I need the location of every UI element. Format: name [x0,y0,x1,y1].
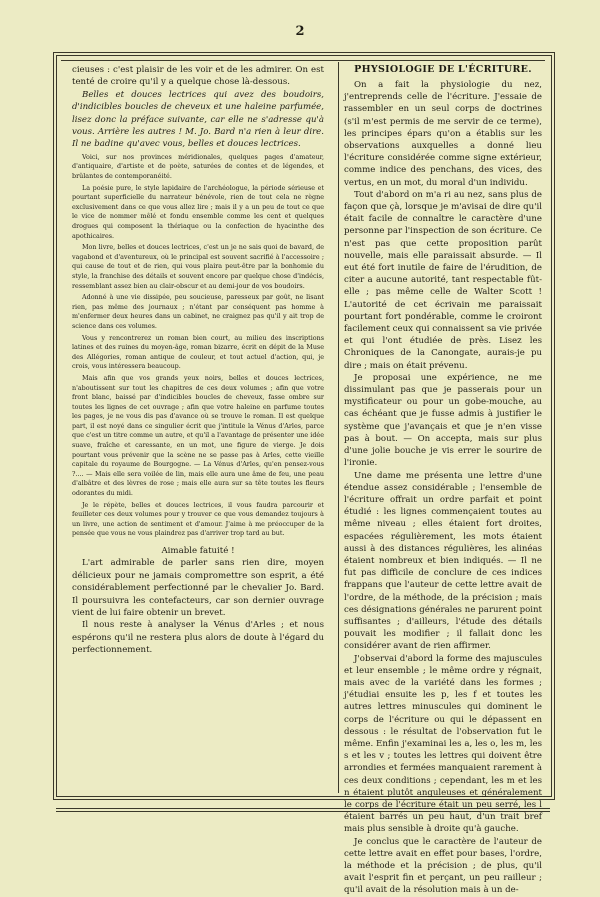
article-heading: PHYSIOLOGIE DE L'ÉCRITURE. [354,64,532,75]
preface-paragraph: Mais afin que vos grands yeux noirs, belles et douces lectrices, n'aboutissent sur tout les chapitres de ces deux volumes ; afin que votre front blanc, baissé par d'indicibles boucles de cheveux, fasse ombre sur toutes les lignes de cet ouvrage ; afin que votre haleine en parfume toutes les pages, je ne vous dis pas d'avance où se trouve le roman. Il est quelque part, il est noyé dans ce singulier écrit que j'intitule la Vénus d'Arles, parce que c'est un titre comme un autre, et qu'il a l'avantage de présenter une idée suave, fraîche et caressante, en un mot, une figure de vierge. Je dois pourtant vous prévenir que la scène ne se passe pas à Arles, cette vieille capitale du royaume de Bourgogne. — La Vénus d'Arles, qu'en pensez-vous ?.... — Mais elle sera voilée de lin, mais elle aura une âme de feu, une peau d'albâtre et des lèvres de rose ; mais elle aura sur sa tête toutes les fleurs odorantes du midi. [72,373,324,498]
bottom-rule [56,808,550,812]
preface-paragraph: Je le répète, belles et douces lectrices, il vous faudra parcourir et feuilleter ces deux volumes pour y trouver ce que vous demandez toujours à un livre, une action de sentiment et d'amour. J'aime à me préoccuper de la pensée que vous ne vous plaindrez pas d'arriver trop tard au but. [72,500,324,538]
page-number: 2 [295,24,305,39]
left-paragraph-2: Belles et douces lectrices qui avez des boudoirs, d'indicibles boucles de cheveux et une haleine parfumée, lisez donc la préface suivante, car elle ne s'adresse qu'à vous. Arrière les autres ! M. Jo. Bard n'a rien à leur dire. Il ne badine qu'avec vous, belles et douces lectrices. [72,89,324,150]
left-paragraph-1: cieuses : c'est plaisir de les voir et de les admirer. On est tenté de croire qu'il y a quelque chose là-dessous. [72,65,324,88]
preface-paragraph: Vous y rencontrerez un roman bien court, au milieu des inscriptions latines et des ruines du moyen-âge, roman bizarre, écrit en dépit de la Muse des Allégories, roman antique de couleur, et tout actuel d'action, qui, je crois, vous intéressera beaucoup. [72,333,324,371]
article-paragraph: On a fait la physiologie du nez, j'entreprends celle de l'écriture. J'essaie de rassembler en un seul corps de doctrines (s'il m'est permis de me servir de ce terme), les principes épars qu'on a établis sur les observations auxquelles a donné lieu l'écriture considérée comme signe extérieur, comme indice des penchans, des vices, des vertus, en un mot, du moral d'un individu. [344,80,542,188]
article-paragraph: J'observai d'abord la forme des majuscules et leur ensemble ; le même ordre y régnait, mais avec de la variété dans les formes ; j'étudiai ensuite les p, les f et toutes les autres lettres minuscules qui dominent le corps de l'écriture ou qui le dépassent en dessous : le résultat de l'observation fut le même. Enfin j'examinai les a, les o, les m, les s et les v ; toutes les lettres qui doivent être arrondies et fermées manquaient rarement à ces deux conditions ; cependant, les m et les n étaient plutôt anguleuses et généralement le corps de l'écriture était un peu serré, les l étaient barrés un peu haut, d'un trait bref mais plus sensible à droite qu'à gauche. [344,653,542,835]
preface-paragraph: Mon livre, belles et douces lectrices, c'est un je ne sais quoi de bavard, de vagabond et d'aventureux, où le principal est souvent sacrifié à l'accessoire ; qui cause de tout et de rien, qui vous plaira peut-être par la bonhomie du style, la franchise des détails et souvent encore par quelque chose d'indécis, ressemblant assez bien au clair-obscur et au demi-jour de vos boudoirs. [72,243,324,290]
left-column [72,64,324,657]
top-rule [61,60,545,61]
article-paragraph: Je proposai une expérience, ne me dissimulant pas que je passerais pour un mystificateur ou pour un gobe-mouche, au cas échéant que je fusse admis à justifier le système que j'avançais et que je n'en visse pas à bout. — On accepta, mais sur plus d'une jolie bouche je vis errer le sourire de l'ironie. [344,372,542,469]
preface-paragraph: La poésie pure, le style lapidaire de l'archéologue, la période sérieuse et pourtant superficielle du narrateur bénévole, rien de tout cela ne règne exclusivement dans ce que vous allez lire ; mais il y a un peu de tout ce que le vice de nommer mêlé et fondu ensemble comme les cent et quelques drogues qui composent la thériaque ou la confection de hyacinthe des apothicaires. [72,183,324,240]
article-paragraph: Je conclus que le caractère de l'auteur de cette lettre avait en effet pour bases, l'ordre, la méthode et la précision ; de plus, qu'il avait l'esprit fin et perçant, un peu railleur ; qu'il avait de la résolution mais à un de- [344,836,542,896]
left-paragraph-4: Il nous reste à analyser la Vénus d'Arles ; et nous espérons qu'il ne restera plus alors de doute à l'égard du perfectionnement. [72,620,324,656]
right-column [344,64,542,897]
article-paragraph: Tout d'abord on m'a ri au nez, sans plus de façon que çà, lorsque je m'avisai de dire qu'il était facile de connaître le caractère d'une personne par l'inspection de son écriture. Ce n'est pas que cette proposition parût nouvelle, mais elle paraissait absurde. — Il eut été fort inutile de faire de l'érudition, de citer a aucune autorité, tant respectable fût-elle ; pas même celle de Walter Scott ! L'autorité de cet écrivain me paraissait pourtant fort pondérable, comme le croiront facilement ceux qui connaissent sa vie privée et qui l'ont étudiée de près. Lisez les Chroniques de la Canongate, aurais-je pu dire ; mais on était prévenu. [344,189,542,371]
section-title: Aimable fatuité ! [161,546,235,556]
article-paragraph: Une dame me présenta une lettre d'une étendue assez considérable ; l'ensemble de l'écriture offrait un ordre parfait et point étudié : les lignes commençaient toutes au même niveau ; elles étaient fort droites, espacées régulièrement, les mots étaient aussi à des distances régulières, les alinéas étaient nombreux et bien indiqués. — Il ne fut pas difficile de conclure de ces indices frappans que l'auteur de cette lettre avait de l'ordre, de la méthode, de la précision ; mais ces désignations générales ne parurent point suffisantes ; d'ailleurs, l'étude des détails pouvait les modifier ; il fallait donc les considérer avant de rien affirmer. [344,470,542,652]
left-paragraph-3: L'art admirable de parler sans rien dire, moyen délicieux pour ne jamais compromettre son esprit, a été considérablement perfectionné par le chevalier Jo. Bard. Il poursuivra les contefacteurs, car son dernier ouvrage vient de lui faire obtenir un brevet. [72,558,324,619]
preface-paragraph: Adonné à une vie dissipée, peu soucieuse, paresseux par goût, ne lisant rien, pas même des journaux ; n'étant par conséquent pas homme à m'enfermer deux heures dans un cabinet, ne craignez pas qu'il y ait trop de science dans ces volumes. [72,293,324,330]
preface-paragraph: Voici, sur nos provinces méridionales, quelques pages d'amateur, d'antiquaire, d'artiste et de poète, saturées de contes et de légendes, et brûlantes de contemporanéité. [72,152,324,181]
column-divider [338,62,339,793]
